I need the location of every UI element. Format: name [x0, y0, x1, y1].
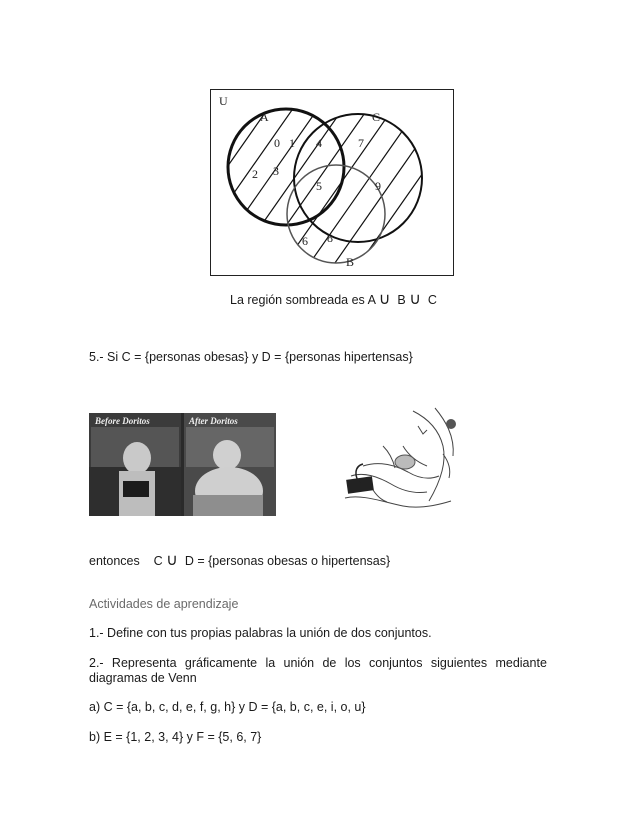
item2-word: conjuntos — [369, 656, 423, 670]
result-c: C — [153, 554, 163, 568]
venn-element: 6 — [302, 234, 308, 248]
item2-word: Representa — [111, 656, 177, 670]
caption-b: B — [397, 293, 406, 307]
activity-item-2-line2: diagramas de Venn — [89, 671, 197, 685]
activity-item-a: a) C = {a, b, c, d, e, f, g, h} y D = {a, b, c, e, i, o, u} — [89, 700, 366, 714]
venn-element: 5 — [316, 179, 322, 193]
shading-hatch — [211, 90, 453, 275]
item2-word: unión — [283, 656, 315, 670]
venn-element: 9 — [375, 179, 381, 193]
before-after-image — [89, 413, 276, 516]
set-c-circle — [294, 114, 422, 242]
universe-label: U — [219, 94, 228, 108]
venn-element: 8 — [327, 231, 333, 245]
venn-element: 1 — [289, 136, 295, 150]
venn-diagram-frame — [210, 89, 454, 276]
item2-word: siguientes — [430, 656, 488, 670]
blood-pressure-illustration — [343, 406, 465, 522]
activity-item-2-line1 — [89, 656, 547, 671]
after-label: After Doritos — [189, 416, 238, 426]
activities-heading: Actividades de aprendizaje — [89, 597, 239, 611]
item2-word: 2.- — [89, 656, 104, 670]
item2-word: la — [265, 656, 276, 670]
venn-element: 2 — [252, 167, 258, 181]
caption-text: La región sombreada es A — [230, 293, 376, 307]
set-a-label: A — [260, 110, 269, 124]
example-statement: 5.- Si C = {personas obesas} y D = {personas hipertensas} — [89, 350, 413, 364]
union-symbol: ∪ — [409, 291, 421, 308]
before-after-photo — [89, 413, 276, 516]
caption-c: C — [427, 293, 437, 307]
venn-element: 3 — [273, 164, 279, 178]
set-b-circle — [287, 165, 385, 263]
result-rest: D = {personas obesas o hipertensas} — [184, 554, 391, 568]
venn-element: 4 — [316, 136, 322, 150]
set-b-label: B — [346, 255, 355, 269]
before-label: Before Doritos — [95, 416, 150, 426]
item2-word: mediante — [495, 656, 547, 670]
union-symbol: ∪ — [378, 291, 391, 308]
union-symbol: ∪ — [166, 552, 178, 569]
venn-element: 0 — [274, 136, 280, 150]
set-c-label: C — [372, 110, 381, 124]
example-result — [89, 553, 390, 569]
venn-element: 7 — [358, 136, 364, 150]
activity-item-1: 1.- Define con tus propias palabras la unión de dos conjuntos. — [89, 626, 432, 640]
item2-word: gráficamente — [184, 656, 258, 670]
venn-caption — [230, 292, 437, 308]
result-prefix: entonces — [89, 554, 140, 568]
item2-word: los — [344, 656, 361, 670]
venn-diagram — [211, 90, 453, 275]
item2-word: de — [322, 656, 337, 670]
blood-pressure-image — [343, 406, 465, 522]
activity-item-b: b) E = {1, 2, 3, 4} y F = {5, 6, 7} — [89, 730, 262, 744]
